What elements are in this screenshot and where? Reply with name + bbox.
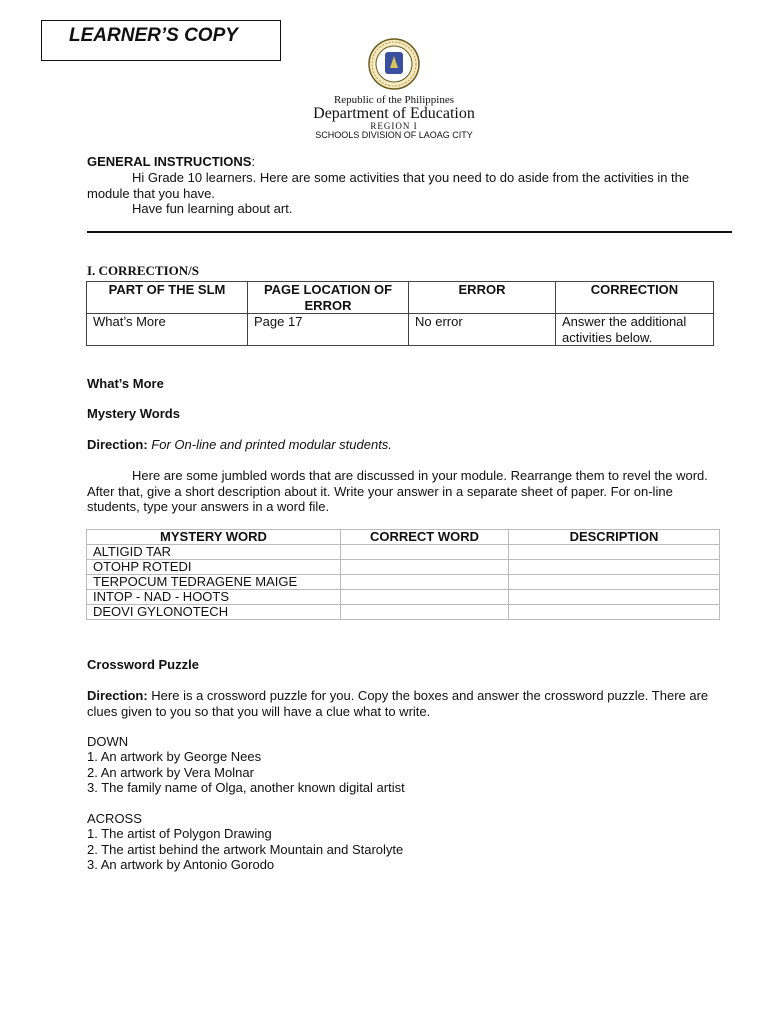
mystery-words-title: Mystery Words (87, 406, 180, 421)
across-clue: 1. The artist of Polygon Drawing (87, 826, 272, 841)
table-cell (341, 560, 509, 575)
mystery-direction: Direction: For On-line and printed modular students. (87, 437, 392, 452)
learners-copy-box (41, 20, 281, 61)
table-cell (509, 545, 720, 560)
whats-more-title: What’s More (87, 376, 164, 391)
deped-seal-icon (364, 38, 424, 90)
republic-line: Republic of the Philippines (333, 94, 455, 106)
table-header: PAGE LOCATION OF ERROR (248, 282, 409, 314)
across-clue: 2. The artist behind the artwork Mountain and Starolyte (87, 842, 404, 857)
table-cell: Page 17 (248, 314, 409, 346)
table-row (87, 314, 714, 346)
table-cell: INTOP - NAD - HOOTS (87, 590, 341, 605)
crossword-direction: Direction: Here is a crossword puzzle for you. Copy the boxes and answer the crossword puzzle. There are clues given to you so that you will have a clue what to write. (87, 688, 709, 719)
table-header: PART OF THE SLM (87, 282, 248, 314)
table-cell (341, 575, 509, 590)
table-cell: DEOVI GYLONOTECH (87, 605, 341, 620)
mystery-words-table (86, 529, 720, 620)
table-cell: TERPOCUM TEDRAGENE MAIGE (87, 575, 341, 590)
table-row (87, 590, 720, 605)
table-header: CORRECT WORD (341, 530, 509, 545)
across-clue: 3. An artwork by Antonio Gorodo (87, 857, 275, 872)
correction-table (86, 281, 714, 346)
general-instructions-text: Hi Grade 10 learners. Here are some activities that you need to do aside from the activities in the module that you have. (87, 170, 690, 201)
table-header: CORRECTION (556, 282, 714, 314)
region-line: REGION I (370, 121, 418, 131)
table-row (87, 545, 720, 560)
across-label: ACROSS (87, 811, 142, 826)
table-header: MYSTERY WORD (87, 530, 341, 545)
table-cell (509, 605, 720, 620)
table-cell (341, 590, 509, 605)
crossword-title: Crossword Puzzle (87, 657, 199, 672)
down-clue: 1. An artwork by George Nees (87, 749, 262, 764)
down-clue: 2. An artwork by Vera Molnar (87, 765, 254, 780)
department-line: Department of Education (313, 105, 475, 122)
down-label: DOWN (87, 734, 129, 749)
table-row (87, 575, 720, 590)
table-cell: No error (409, 314, 556, 346)
table-cell: What’s More (87, 314, 248, 346)
table-cell: ALTIGID TAR (87, 545, 341, 560)
learners-copy-label: LEARNER’S COPY (69, 25, 238, 46)
mystery-instructions: Here are some jumbled words that are discussed in your module. Rearrange them to revel the word. After that, give a short description about it. Write your answer in a separate sheet of paper. For on-line students, type your answers in a word file. (87, 468, 708, 514)
division-line: SCHOOLS DIVISION OF LAOAG CITY (315, 130, 473, 140)
divider (87, 231, 732, 233)
down-clue: 3. The family name of Olga, another known digital artist (87, 780, 405, 795)
table-row (87, 605, 720, 620)
correction-heading: I. CORRECTION/S (87, 263, 199, 278)
table-cell (509, 575, 720, 590)
table-cell (509, 560, 720, 575)
table-cell: OTOHP ROTEDI (87, 560, 341, 575)
general-instructions-fun: Have fun learning about art. (132, 201, 293, 216)
table-header: ERROR (409, 282, 556, 314)
table-cell (341, 605, 509, 620)
table-header-row (87, 282, 714, 314)
table-header: DESCRIPTION (509, 530, 720, 545)
general-instructions-title: GENERAL INSTRUCTIONS: (87, 154, 256, 169)
table-header-row (87, 530, 720, 545)
table-cell (509, 590, 720, 605)
table-cell: Answer the additional activities below. (556, 314, 714, 346)
table-cell (341, 545, 509, 560)
table-row (87, 560, 720, 575)
